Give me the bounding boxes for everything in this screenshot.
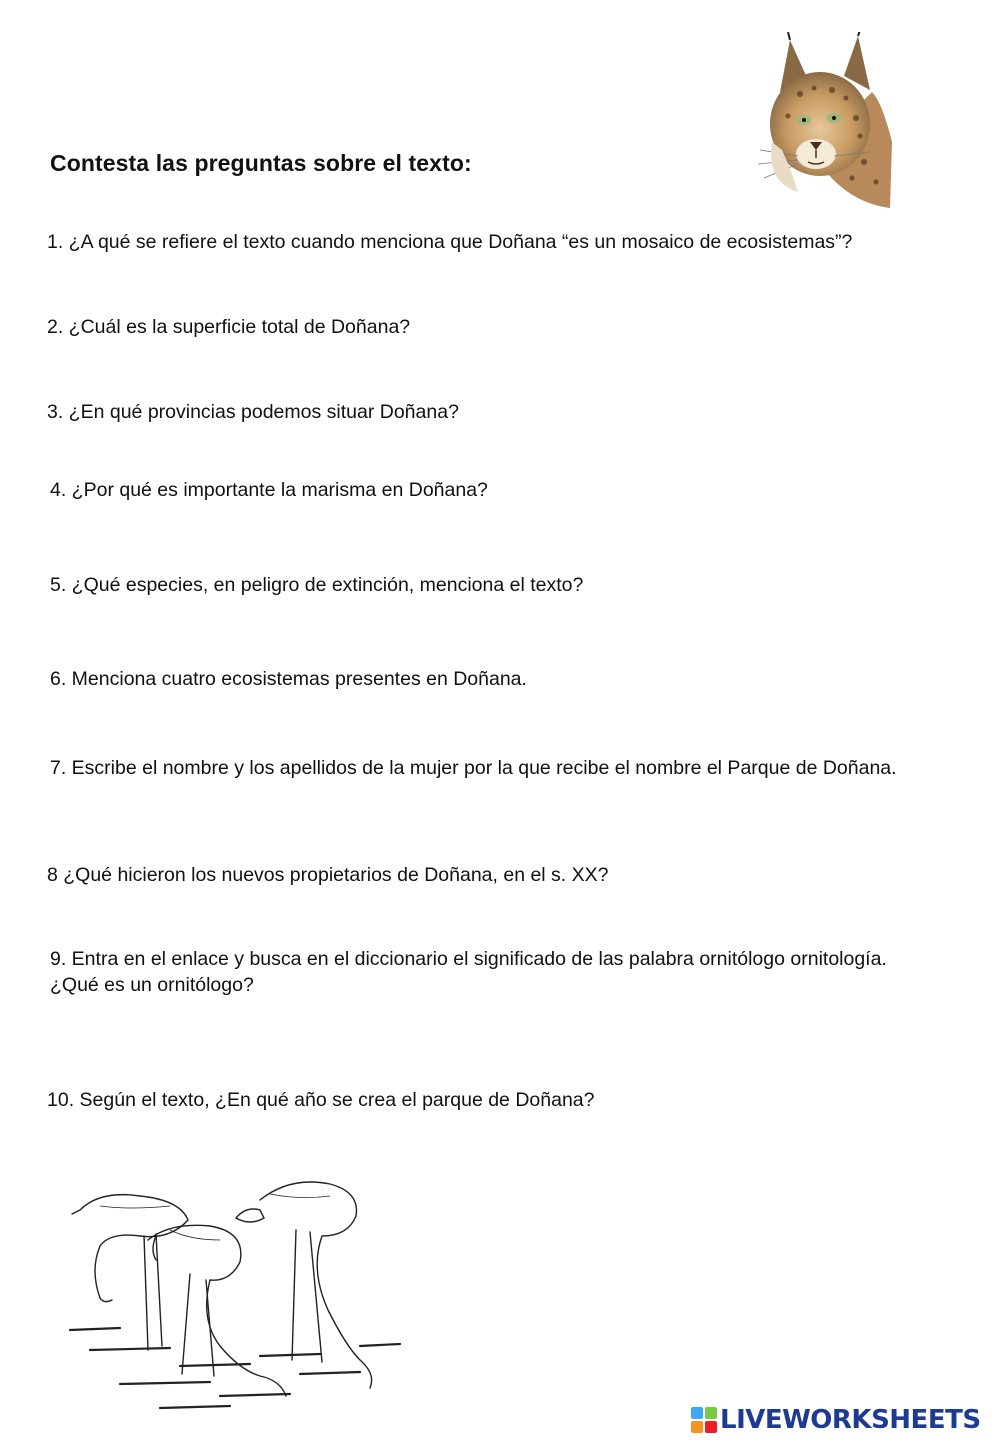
question-2: 2. ¿Cuál es la superficie total de Doñana? (47, 316, 411, 338)
question-1: 1. ¿A qué se refiere el texto cuando menciona que Doñana “es un mosaico de ecosistemas”? (47, 231, 853, 253)
liveworksheets-logo-icon (690, 1406, 718, 1434)
worksheet-title: Contesta las preguntas sobre el texto: (50, 150, 472, 176)
question-8: 8 ¿Qué hicieron los nuevos propietarios de Doñana, en el s. XX? (47, 864, 609, 886)
question-5: 5. ¿Qué especies, en peligro de extinción, menciona el texto? (50, 574, 584, 596)
brand-name: LIVEWORKSHEETS (720, 1405, 981, 1435)
flamingos-drawing-icon (60, 1170, 420, 1420)
question-4: 4. ¿Por qué es importante la marisma en Doñana? (50, 479, 488, 501)
question-3: 3. ¿En qué provincias podemos situar Doñana? (47, 401, 459, 423)
question-9: 9. Entra en el enlace y busca en el diccionario el significado de las palabra ornitólogo ornitología. ¿Qué es un ornitólogo? (50, 948, 887, 996)
question-10: 10. Según el texto, ¿En qué año se crea el parque de Doñana? (47, 1089, 595, 1111)
lynx-illustration-icon (752, 32, 902, 212)
question-7: 7. Escribe el nombre y los apellidos de la mujer por la que recibe el nombre el Parque de Doñana. (50, 757, 897, 779)
liveworksheets-brand (690, 1402, 981, 1438)
question-6: 6. Menciona cuatro ecosistemas presentes en Doñana. (50, 668, 527, 690)
